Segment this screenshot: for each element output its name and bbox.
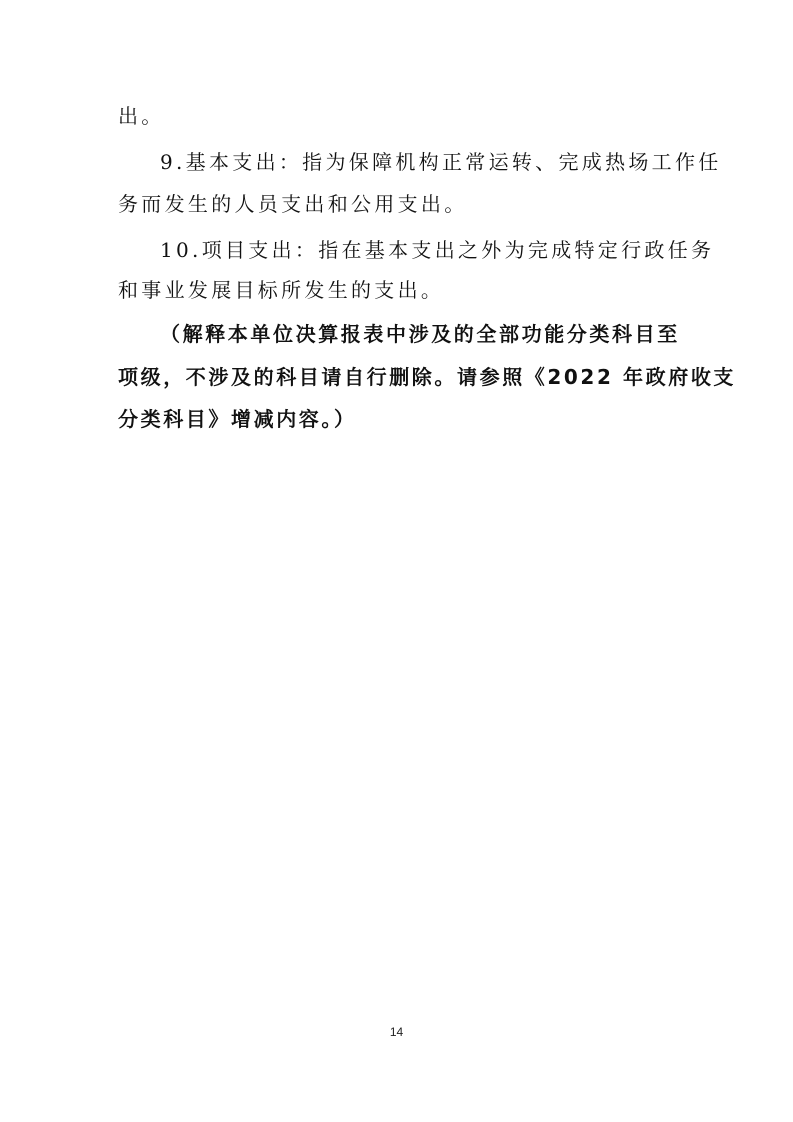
paragraph-basic-expenditure-line-1: 9.基本支出：指为保障机构正常运转、完成热场工作任 [160, 150, 722, 174]
paragraph-project-expenditure-line-2: 和事业发展目标所发生的支出。 [118, 278, 445, 302]
paragraph-project-expenditure-line-1: 10.项目支出：指在基本支出之外为完成特定行政任务 [160, 238, 715, 262]
paragraph-basic-expenditure-line-2: 务而发生的人员支出和公用支出。 [118, 192, 468, 216]
instruction-note-line-1: （解释本单位决算报表中涉及的全部功能分类科目至 [160, 322, 680, 346]
paragraph-line-continuation: 出。 [118, 104, 165, 128]
instruction-note-line-3: 分类科目》增减内容。） [118, 407, 357, 431]
page-number: 14 [389, 1025, 404, 1039]
instruction-note-line-2: 项级，不涉及的科目请自行删除。请参照《2022 年政府收支 [118, 365, 737, 389]
